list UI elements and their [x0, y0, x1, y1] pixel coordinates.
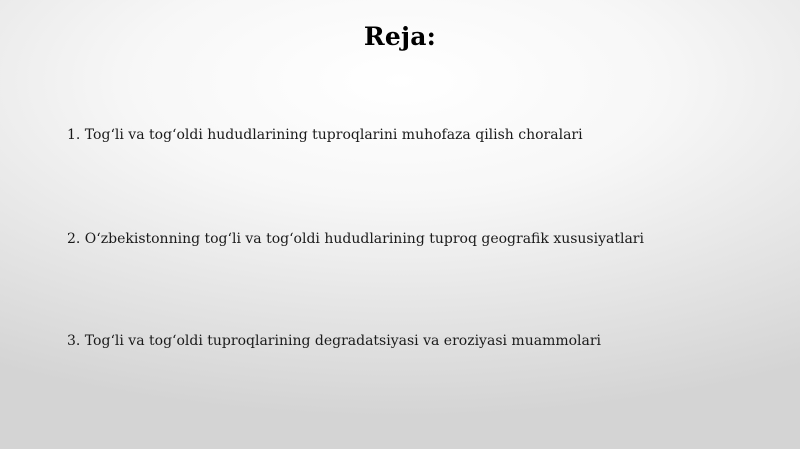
agenda-item-3: 3. Tog‘li va tog‘oldi tuproqlarining degradatsiyasi va eroziyasi muammolari	[67, 333, 602, 349]
agenda-item-1: 1. Tog‘li va tog‘oldi hududlarining tuproqlarini muhofaza qilish choralari	[67, 127, 583, 143]
slide-title: Reja:	[363, 22, 437, 51]
agenda-item-2: 2. O‘zbekistonning tog‘li va tog‘oldi hududlarining tuproq geografik xususiyatlari	[67, 231, 644, 247]
